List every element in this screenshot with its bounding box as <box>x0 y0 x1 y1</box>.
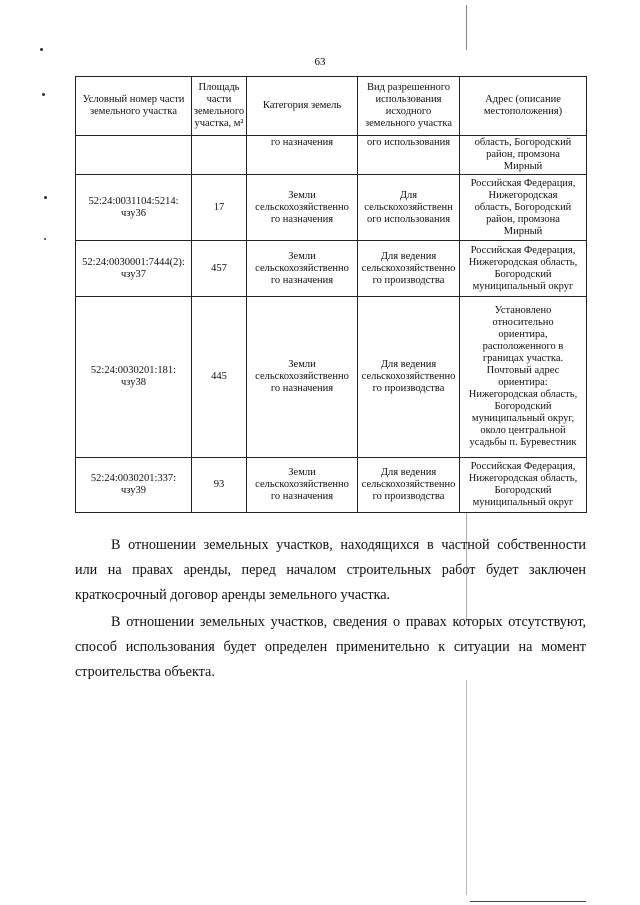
cell-plot-number: 52:24:0030201:337: чзу39 <box>76 458 192 513</box>
table-row <box>76 136 587 175</box>
scan-streak <box>466 680 467 895</box>
cell-category: Земли сельскохозяйственно го назначения <box>247 297 358 458</box>
cell-address: Российская Федерация, Нижегородская область, Богородский муниципальный округ <box>460 241 587 297</box>
cell-area: 17 <box>192 175 247 241</box>
table-row <box>76 458 587 513</box>
scan-mark <box>40 48 43 51</box>
cell-permitted-use: Для сельскохозяйственн ого использования <box>358 175 460 241</box>
cell-address: область, Богородский район, промзона Мирный <box>460 136 587 175</box>
cell-permitted-use: Для ведения сельскохозяйственно го производства <box>358 241 460 297</box>
header-permitted-use: Вид разрешенного использования исходного земельного участка <box>358 77 460 136</box>
header-area: Площадь части земельного участка, м² <box>192 77 247 136</box>
table-row <box>76 175 587 241</box>
page-number: 63 <box>314 56 326 68</box>
table-header-row <box>76 77 587 136</box>
cell-category: Земли сельскохозяйственно го назначения <box>247 458 358 513</box>
paragraph-private-ownership: В отношении земельных участков, находящихся в частной собственности или на правах аренды, перед началом строительных работ будет заключен краткосрочный договор аренды земельного участка. <box>75 537 586 603</box>
scan-streak <box>466 5 467 50</box>
cell-category: Земли сельскохозяйственно го назначения <box>247 175 358 241</box>
cell-permitted-use: Для ведения сельскохозяйственно го производства <box>358 458 460 513</box>
cell-area: 445 <box>192 297 247 458</box>
cell-plot-number: 52:24:0030001:7444(2): чзу37 <box>76 241 192 297</box>
cell-plot-number <box>76 136 192 175</box>
cell-category: Земли сельскохозяйственно го назначения <box>247 241 358 297</box>
cell-plot-number: 52:24:0030201:181: чзу38 <box>76 297 192 458</box>
scan-mark <box>42 93 45 96</box>
cell-area <box>192 136 247 175</box>
cell-address: Российская Федерация, Нижегородская область, Богородский район, промзона Мирный <box>460 175 587 241</box>
scan-mark <box>44 238 46 240</box>
cell-permitted-use: Для ведения сельскохозяйственно го производства <box>358 297 460 458</box>
paragraph-unknown-rights: В отношении земельных участков, сведения о правах которых отсутствуют, способ использования будет определен применительно к ситуации на момент строительства объекта. <box>75 614 586 680</box>
land-plots-table <box>75 76 587 513</box>
cell-address: Российская Федерация, Нижегородская область, Богородский муниципальный округ <box>460 458 587 513</box>
cell-area: 457 <box>192 241 247 297</box>
table-row <box>76 297 587 458</box>
cell-plot-number: 52:24:0031104:5214: чзу36 <box>76 175 192 241</box>
cell-permitted-use: ого использования <box>358 136 460 175</box>
footer-rule <box>470 901 586 902</box>
header-plot-number: Условный номер части земельного участка <box>76 77 192 136</box>
scan-mark <box>44 196 47 199</box>
table-row <box>76 241 587 297</box>
header-category: Категория земель <box>247 77 358 136</box>
cell-category: го назначения <box>247 136 358 175</box>
header-address: Адрес (описание местоположения) <box>460 77 587 136</box>
cell-area: 93 <box>192 458 247 513</box>
cell-address: Установлено относительно ориентира, расположенного в границах участка. Почтовый адрес ориентира: Нижегородская область, Богородский муниципальный округ, около центральной усадьбы п. Буревестник <box>460 297 587 458</box>
